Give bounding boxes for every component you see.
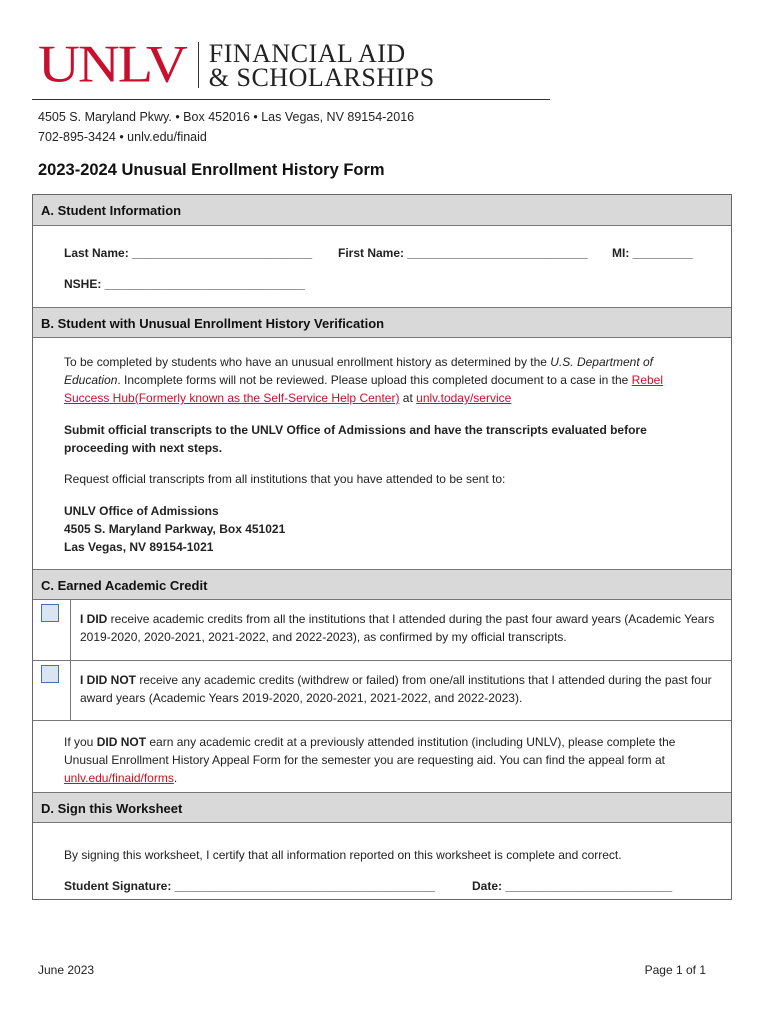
first-name-field[interactable]: First Name: ___________________________ — [338, 246, 588, 260]
did-not-receive-credit-row — [33, 661, 731, 721]
unlv-service-link[interactable]: unlv.today/service — [416, 391, 512, 405]
instructions-text-1: To be completed by students who have an unusual enrollment history as determined by the — [64, 355, 551, 369]
verification-instructions — [64, 353, 704, 407]
section-c-header: C. Earned Academic Credit — [33, 569, 731, 600]
did-receive-credit-text — [80, 610, 720, 646]
did-not-label: I DID NOT — [80, 673, 136, 687]
dept-of-education-text: U.S. Department of Education — [64, 355, 654, 387]
did-description: receive academic credits from all the institutions that I attended during the past four award years (Academic Years 2019-2020, 2020-2021, 2021-2022, and 2022-2023), as confirmed by my official transcripts. — [80, 612, 715, 644]
did-not-receive-credit-text — [80, 671, 720, 707]
form-title: 2023-2024 Unusual Enrollment History Form — [38, 161, 385, 179]
note-text-2: earn any academic credit at a previously attended institution (including UNLV), please complete the Unusual Enrollment History Appeal Form for the semester you are requesting aid. You can find the appeal form at — [64, 735, 676, 767]
section-a-header: A. Student Information — [33, 195, 731, 226]
page-number: Page 1 of 1 — [644, 963, 706, 977]
instructions-text-3: at — [399, 391, 417, 405]
did-not-description: receive any academic credits (withdrew or failed) from one/all institutions that I attended during the past four award years (Academic Years 2019-2020, 2020-2021, 2021-2022, and 2022-2023). — [80, 673, 712, 705]
logo-mark: UNLV — [38, 33, 186, 94]
office-contact: 702-895-3424 • unlv.edu/finaid — [38, 130, 207, 144]
did-not-receive-credit-checkbox[interactable] — [41, 665, 59, 683]
logo-divider — [198, 42, 199, 88]
header-rule — [32, 99, 550, 100]
admissions-line-2: 4505 S. Maryland Parkway, Box 451021 — [64, 522, 286, 536]
last-name-field[interactable]: Last Name: ___________________________ — [64, 246, 313, 260]
submit-transcripts-text: Submit official transcripts to the UNLV Office of Admissions and have the transcripts evaluated before proceeding with next steps. — [64, 423, 647, 455]
footer-date: June 2023 — [38, 963, 95, 977]
did-label: I DID — [80, 612, 108, 626]
rebel-success-hub-link[interactable]: Rebel Success Hub(Formerly known as the Self-Service Help Center) — [64, 373, 664, 405]
appeal-form-note — [64, 733, 712, 787]
date-field[interactable]: Date: _________________________ — [472, 879, 673, 893]
student-signature-field[interactable]: Student Signature: _______________________________________ — [64, 879, 435, 893]
note-text-3: . — [173, 771, 178, 785]
middle-initial-field[interactable]: MI: _________ — [612, 246, 693, 260]
note-did-not: DID NOT — [96, 735, 147, 749]
admissions-address — [64, 502, 285, 556]
checkbox-cell — [33, 600, 71, 660]
did-receive-credit-row — [33, 600, 731, 661]
request-transcripts-text: Request official transcripts from all institutions that you have attended to be sent to: — [64, 472, 506, 486]
logo-line-2: & SCHOLARSHIPS — [208, 63, 435, 92]
certification-text: By signing this worksheet, I certify that all information reported on this worksheet is complete and correct. — [64, 848, 622, 862]
logo-wordmark — [208, 39, 435, 92]
unlv-financial-aid-logo — [38, 33, 435, 94]
section-d-header: D. Sign this Worksheet — [33, 792, 731, 823]
admissions-line-3: Las Vegas, NV 89154-1021 — [64, 540, 214, 554]
instructions-text-2: . Incomplete forms will not be reviewed. Please upload this completed document to a case in the — [117, 373, 632, 387]
section-b-header: B. Student with Unusual Enrollment History Verification — [33, 307, 731, 338]
finaid-forms-link[interactable]: unlv.edu/finaid/forms — [64, 771, 174, 785]
nshe-field[interactable]: NSHE: ______________________________ — [64, 277, 305, 291]
note-text-1: If you — [64, 735, 97, 749]
admissions-line-1: UNLV Office of Admissions — [64, 504, 219, 518]
logo-line-1: FINANCIAL AID — [208, 39, 406, 68]
did-receive-credit-checkbox[interactable] — [41, 604, 59, 622]
office-address: 4505 S. Maryland Pkwy. • Box 452016 • Las Vegas, NV 89154-2016 — [38, 110, 415, 124]
checkbox-cell — [33, 661, 71, 720]
form-body — [32, 194, 732, 900]
